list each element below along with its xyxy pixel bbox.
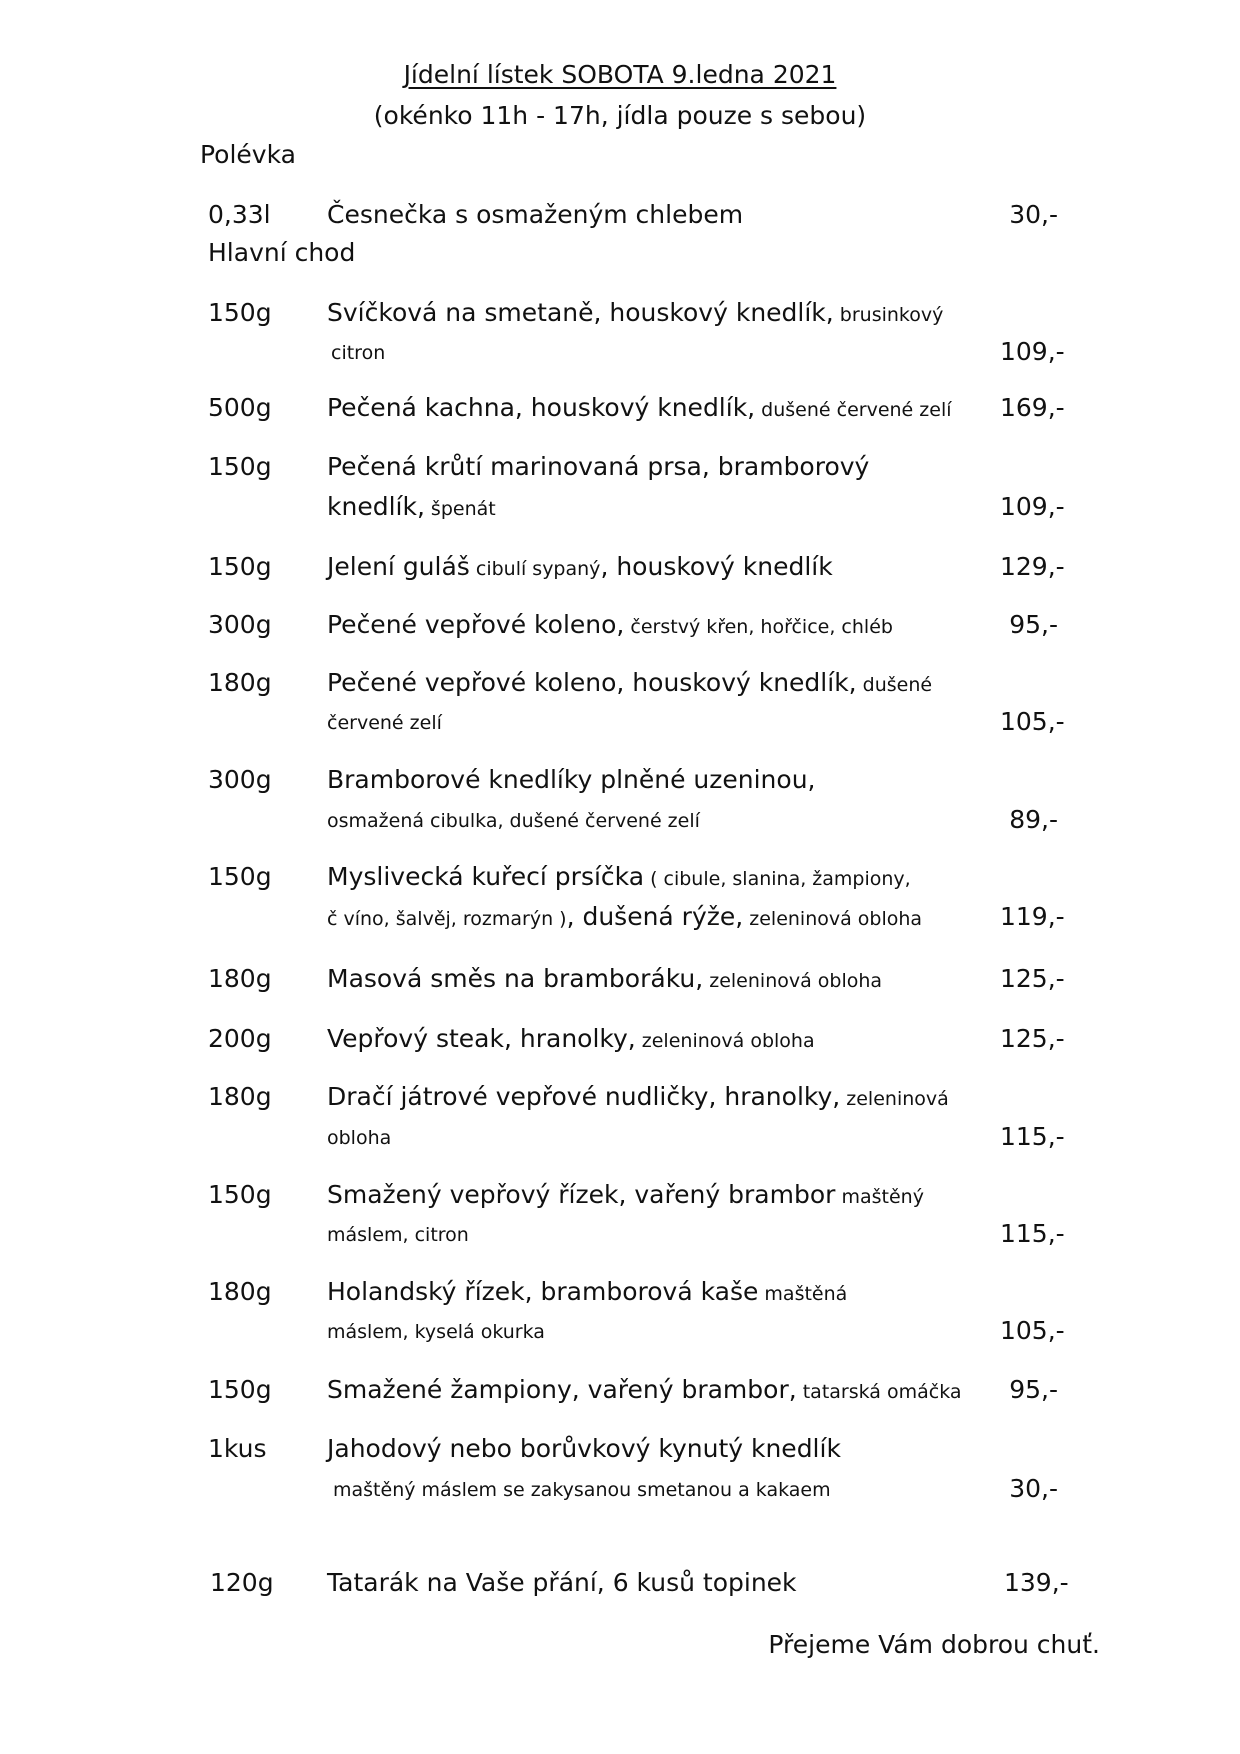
item-price: 125,-	[1000, 964, 1065, 993]
item-qty: 150g	[208, 1180, 272, 1209]
item-price: 30,-	[1009, 1474, 1058, 1503]
item-qty: 1kus	[208, 1434, 267, 1463]
item-line: Pečená krůtí marinovaná prsa, bramborový	[327, 452, 870, 481]
item-qty: 150g	[208, 862, 272, 891]
item-qty: 180g	[208, 964, 272, 993]
item-price: 119,-	[1000, 902, 1065, 931]
item-price: 109,-	[1000, 492, 1065, 521]
item-line-2: obloha	[327, 1127, 392, 1149]
item-name: Česnečka s osmaženým chlebem	[327, 200, 744, 229]
closing-greeting: Přejeme Vám dobrou chuť.	[768, 1630, 1100, 1659]
item-qty: 200g	[208, 1024, 272, 1053]
item-qty: 180g	[208, 668, 272, 697]
item-line: Dračí játrové vepřové nudličky, hranolky, zeleninová	[327, 1082, 949, 1111]
item-line-2: máslem, kyselá okurka	[327, 1321, 545, 1343]
item-line: Smažený vepřový řízek, vařený brambor maštěný	[327, 1180, 924, 1209]
item-qty: 120g	[210, 1568, 274, 1597]
item-price: 139,-	[1004, 1568, 1069, 1597]
item-price: 129,-	[1000, 552, 1065, 581]
item-qty: 150g	[208, 452, 272, 481]
item-price: 89,-	[1009, 805, 1058, 834]
item-qty: 500g	[208, 393, 272, 422]
item-line: Myslivecká kuřecí prsíčka ( cibule, slanina, žampiony,	[327, 862, 911, 891]
item-price: 95,-	[1009, 610, 1058, 639]
item-qty: 300g	[208, 765, 272, 794]
item-price: 30,-	[1009, 200, 1058, 229]
item-price: 169,-	[1000, 393, 1065, 422]
item-price: 125,-	[1000, 1024, 1065, 1053]
item-line: Svíčková na smetaně, houskový knedlík, brusinkový	[327, 298, 944, 327]
item-qty: 300g	[208, 610, 272, 639]
item-qty: 150g	[208, 552, 272, 581]
section-main: Hlavní chod	[208, 238, 356, 267]
item-line: Masová směs na bramboráku, zeleninová obloha	[327, 964, 883, 993]
item-line: Holandský řízek, bramborová kaše maštěná	[327, 1277, 848, 1306]
item-qty: 180g	[208, 1082, 272, 1111]
item-price: 105,-	[1000, 707, 1065, 736]
item-line-2: červené zelí	[327, 712, 442, 734]
menu-title: Jídelní lístek SOBOTA 9.ledna 2021	[403, 60, 837, 89]
item-line: Pečené vepřové koleno, čerstvý křen, hořčice, chléb	[327, 610, 893, 639]
item-line: Tatarák na Vaše přání, 6 kusů topinek	[327, 1568, 797, 1597]
item-price: 115,-	[1000, 1122, 1065, 1151]
item-qty: 150g	[208, 1375, 272, 1404]
item-line-2: knedlík, špenát	[327, 492, 496, 521]
item-line-2: citron	[331, 342, 386, 364]
item-qty: 150g	[208, 298, 272, 327]
item-price: 95,-	[1009, 1375, 1058, 1404]
item-qty: 0,33l	[208, 200, 271, 229]
item-line-2: máslem, citron	[327, 1224, 469, 1246]
item-line-2: č víno, šalvěj, rozmarýn ), dušená rýže, zeleninová obloha	[327, 902, 923, 931]
item-line: Bramborové knedlíky plněné uzeninou,	[327, 765, 816, 794]
item-line: Pečené vepřové koleno, houskový knedlík, dušené	[327, 668, 933, 697]
item-line: Smažené žampiony, vařený brambor, tatarská omáčka	[327, 1375, 962, 1404]
item-line-2: maštěný máslem se zakysanou smetanou a kakaem	[333, 1479, 831, 1501]
item-line: Jahodový nebo borůvkový kynutý knedlík	[327, 1434, 841, 1463]
item-price: 109,-	[1000, 337, 1065, 366]
item-line: Vepřový steak, hranolky, zeleninová obloha	[327, 1024, 815, 1053]
item-price: 105,-	[1000, 1316, 1065, 1345]
item-price: 115,-	[1000, 1219, 1065, 1248]
section-soup: Polévka	[200, 140, 296, 169]
menu-subtitle: (okénko 11h - 17h, jídla pouze s sebou)	[373, 101, 867, 130]
item-line: Jelení guláš cibulí sypaný, houskový knedlík	[327, 552, 833, 581]
item-line: Pečená kachna, houskový knedlík, dušené červené zelí	[327, 393, 952, 422]
item-qty: 180g	[208, 1277, 272, 1306]
item-line-2: osmažená cibulka, dušené červené zelí	[327, 810, 700, 832]
